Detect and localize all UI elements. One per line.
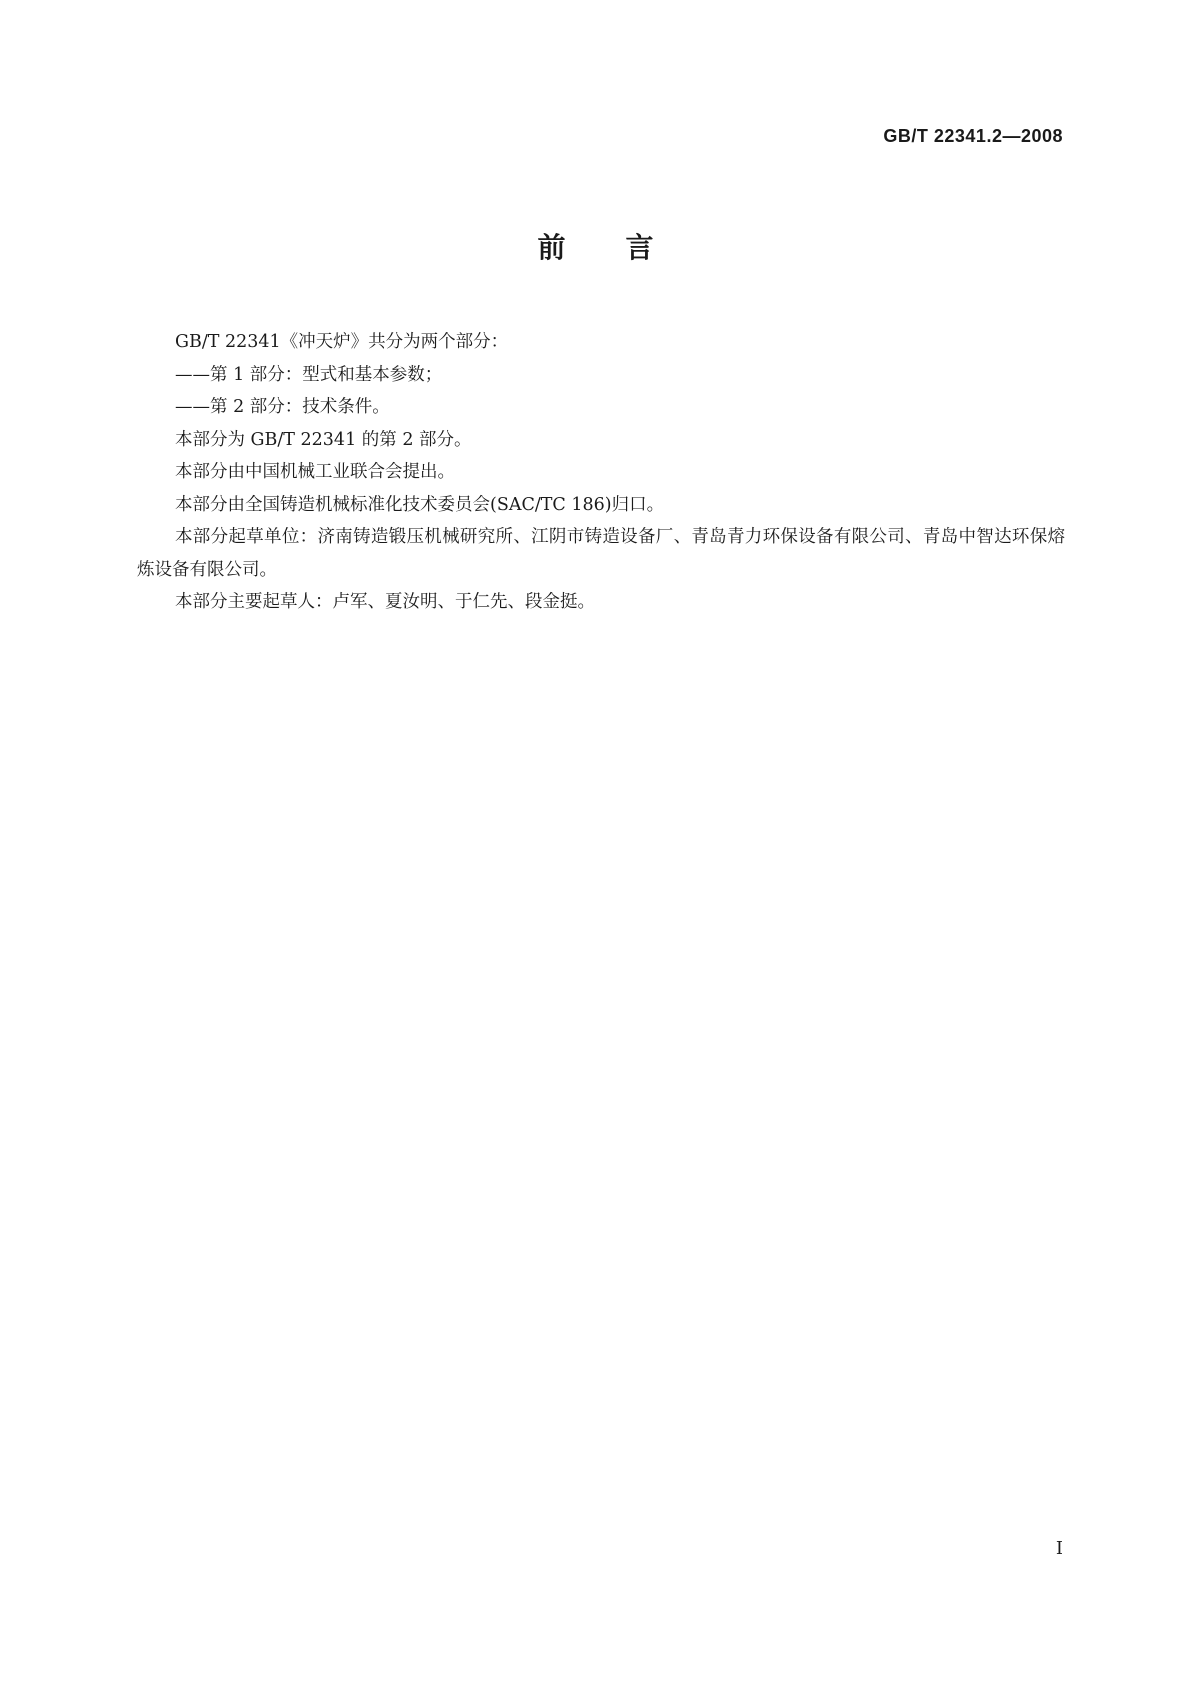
paragraph-parts-overview: GB/T 22341《冲天炉》共分为两个部分： bbox=[175, 332, 509, 352]
list-item-part-1: ——第 1 部分：型式和基本参数； bbox=[175, 364, 443, 385]
page-title: 前言 bbox=[537, 231, 714, 264]
standard-number: GB/T 22341.2—2008 bbox=[883, 126, 1063, 146]
paragraph-administered-by: 本部分由全国铸造机械标准化技术委员会(SAC/TC 186)归口。 bbox=[175, 494, 665, 515]
document-body bbox=[137, 326, 1065, 619]
page-number: I bbox=[1055, 1538, 1063, 1559]
paragraph-drafting-units: 本部分起草单位：济南铸造锻压机械研究所、江阴市铸造设备厂、青岛青力环保设备有限公司、青岛中智达环保熔炼设备有限公司。 bbox=[137, 527, 1065, 580]
list-item-part-2: ——第 2 部分：技术条件。 bbox=[175, 397, 390, 417]
paragraph-drafters: 本部分主要起草人：卢军、夏汝明、于仁先、段金挺。 bbox=[175, 592, 595, 612]
paragraph-this-part: 本部分为 GB/T 22341 的第 2 部分。 bbox=[175, 429, 472, 450]
paragraph-proposed-by: 本部分由中国机械工业联合会提出。 bbox=[175, 462, 455, 482]
